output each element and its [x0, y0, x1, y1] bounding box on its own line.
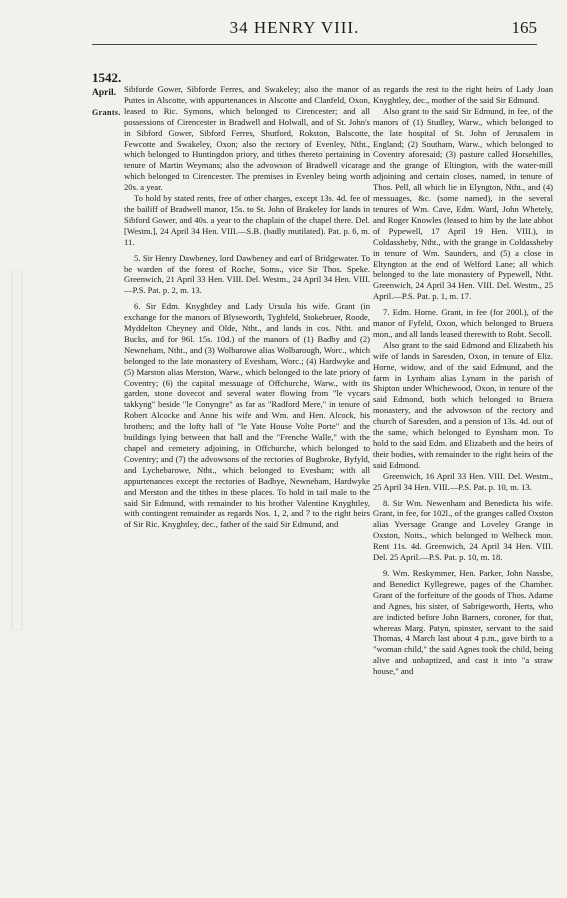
margin-month: April. [92, 88, 117, 98]
paragraph: as regards the rest to the right heirs of Lady Joan Knyghtley, dec., mother of the said Sir Edmund. [373, 84, 553, 105]
entry-paragraph: 6. Sir Edm. Knyghtley and Lady Ursula his wife. Grant (in exchange for the manors of Blyseworth, Tyghfeld, Stokebruer, Roode, Myddelton Cheyney and Olde, Ntht., and lands in cos. Ntht. and Bucks, and for 96l. 15s. 10d.) of the manors of (1) Badby and (2) Newneham, Ntht., and (3) Wolbarowe alias Wolbarough, Worc., which belonged to the late monastery of Evesham, Worc.; (4) Hardwyke and (5) Marston alias Merston, Warw., which belonged to the late priory of Coventry; (6) the capital messuage of Offchurche, Warw., with its garden, stone dovecot and several water flowing from "le vycars takkyng" beside "le Conyngre" as far as "Radford Mere," in tenure of Robert Alcocke and Anne his wife and Wm. and Hen. Alcock, his brothers; and the lofty hall of "le Yate House Volte Porte" and the buildings lying between that hall and the "Frenche Walle," with the chapel and cemetery adjoining, in Offchurche, which belonged to Coventry; and (7) the advowsons of the rectories of Bugbroke, Byfyld, and Lychebarowe, Ntht., which belonged to Evesham; with all appurtenances except the rectories of Badbye, Newneham, Hardwyke and Merston and the tithes in these places. To hold in tail male to the said Sir Edmund, with remainder to his brother Valentine Knyghtley, with contingent remainder as regards Nos. 1, 2, and 7 to the right heirs of Sir Ric. Knyghtley, dec., father of the said Sir Edmund, and [124, 301, 370, 530]
paragraph: Also grant to the said Sir Edmund, in fee, of the manors of (1) Studley, Warw., which belonged to the late hospital of St. John of Jerusalem in England; (2) Southam, Warw., which belonged to Coventry aforesaid; (3) pasture called Horsehilles, and the grange of Eltington, with the water-mill adjoining and certain closes, named, in tenure of Thos. Pell, all which lie in Elyngton, Ntht., and (4) messuages, &c. (some named), in the several tenures of Wm. Cave, Edm. Ward, John Whetely, and Roger Knowles (leased to him by the late abbot of Pypewell, 17 April 19 Hen. VIII.), in Coldassheby, Ntht., with the grange in Coldassheby in tenure of Wm. Saunders, and (5) a close in Eltyngton at the end of Welford Lane; all which belonged to the late monastery of Pypewell, Ntht. Greenwich, 24 April 34 Hen. VIII. Del. Westm., 25 April.—P.S. Pat. p. 1, m. 17. [373, 105, 553, 302]
text-column-left [124, 84, 370, 530]
paragraph: Sibforde Gower, Sibforde Ferres, and Swakeley; also the manor of Puttes in Alscotte, with appurtenances in Alscotte and Clanfeld, Oxon, leased to Ric. Symons, which belonged to Cirencester; and all possessions of Cirencester in Bradwell and Holwall, and of St. John's in Sibford Gower, Sibford Ferres, Shutford, Rokston, Balscotte, Fewcotte and Swakeley, Oxon; also the rectory of Evenley, Ntht., which belonged to Huntingdon priory, and tithes thereto pertaining in tenure of Martin Weymans; also the advowson of Bradwell vicarage which belonged to Cirencester. The premises in Evenley being worth 20s. a year. [124, 84, 370, 193]
library-stamp-watermark [10, 270, 24, 630]
paragraph: Greenwich, 16 April 33 Hen. VIII. Del. Westm., 25 April 34 Hen. VIII.—P.S. Pat. p. 10, m. 13. [373, 470, 553, 492]
header-rule [92, 44, 537, 45]
entry-paragraph: 5. Sir Henry Dawbeney, lord Dawbeney and earl of Bridgewater. To be warden of the forest of Roche, Soms., vice Sir Thos. Speke. Greenwich, 21 April 33 Hen. VIII. Del. Westm., 24 April 34 Hen. VIII.—P.S. Pat. p. 2, m. 13. [124, 252, 370, 296]
paragraph: To hold by stated rents, free of other charges, except 13s. 4d. fee of the bailiff of Bradwell manor, 15s. to St. John of Brakeley for lands in Sibford Gower, and 40s. a year to the chaplain of the chapel there. Del. [Westm.], 24 April 34 Hen. VIII.—S.B. (badly mutilated). Pat. p. 6, m. 11. [124, 193, 370, 247]
entry-paragraph: 8. Sir Wm. Newenham and Benedicta his wife. Grant, in fee, for 102l., of the granges called Oxston alias Yversage Grange and Loveley Grange in Oxston, Notts., which belonged to Welbeck mon. Rent 11s. 4d. Greenwich, 24 April 34 Hen. VIII. Del. 25 April.—P.S. Pat. p. 10, m. 18. [373, 497, 553, 563]
margin-year: 1542. [92, 70, 122, 85]
paragraph: Also grant to the said Edmond and Elizabeth his wife of lands in Saresden, Oxon, in tenure of Eliz. Horne, widow, and of the said Edmund, and the farm in Lynham alias Lynam in the parish of Shipton under Whichewood, Oxon, in tenure of the said Edmond, both which belonged to Bruera monastery, and the advowson of the rectory and church of Saresden, and a pension of 13s. 4d. out of the same, which belonged to Eynsham mon. To hold to the said Edm. and Elizabeth and the heirs of their bodies, with remainder to the right heirs of the said Edmond. [373, 339, 553, 470]
page-header [92, 18, 537, 44]
running-title: 34 HENRY VIII. [229, 18, 360, 37]
entry-paragraph: 9. Wm. Reskymmer, Hen. Parker, John Nassbe, and Benedict Kyllegrewe, pages of the Chamber. Grant of the forfeiture of the goods of Thos. Adame and Agnes, his sister, of Sabrigeworth, Herts, who are indicted before John Barners, coroner, for that, whereas Marg. Patyn, spinster, servant to the said Thomas, 4 March last about 4 p.m., gave birth to a "woman child," the said Agnes took the child, being alive and unbaptized, and cast it into "a straw house," and [373, 567, 553, 677]
page-number: 165 [511, 18, 537, 37]
entry-paragraph: 7. Edm. Horne. Grant, in fee (for 200l.), of the manor of Fyfeld, Oxon, which belonged to Bruera mon., and all lands leased therewith to Robt. Secoll. [373, 307, 553, 339]
margin-section: Grants. [92, 108, 121, 117]
text-column-right [373, 84, 553, 677]
